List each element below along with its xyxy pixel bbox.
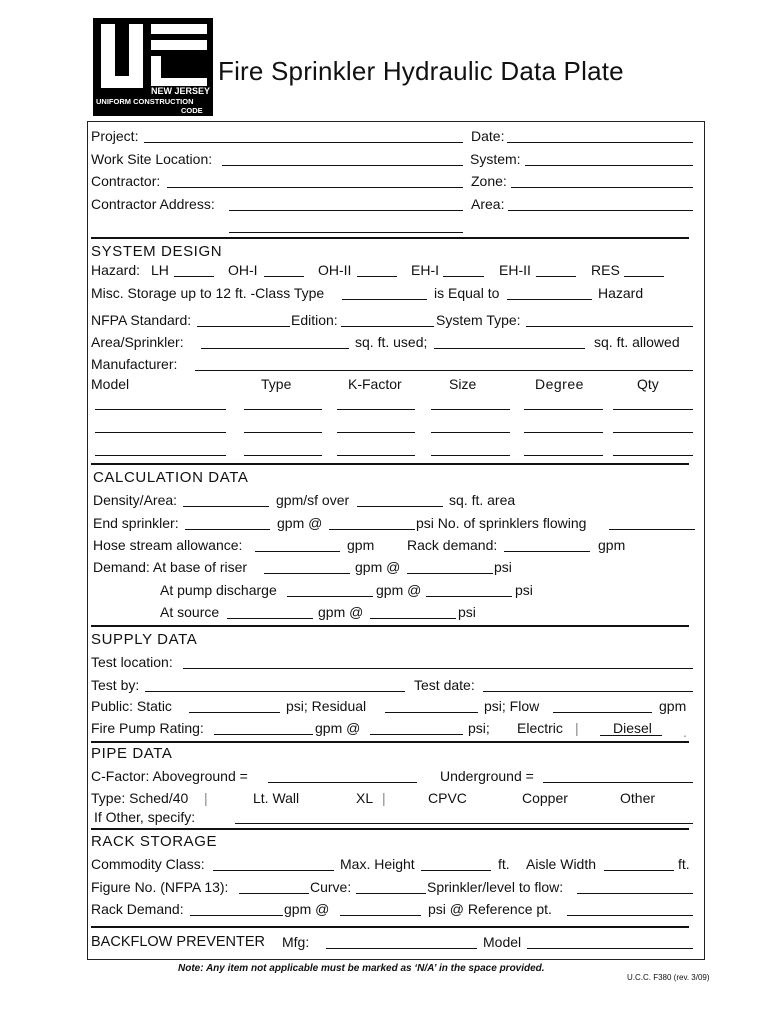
hazard-oh1-field[interactable]: [264, 276, 304, 277]
type-field[interactable]: [244, 409, 322, 410]
electric-label: Electric: [517, 720, 563, 736]
date-field[interactable]: [507, 142, 693, 143]
qty-field[interactable]: [613, 455, 693, 456]
lt-wall-label: Lt. Wall: [253, 790, 300, 806]
degree-field[interactable]: [524, 409, 603, 410]
area-field[interactable]: [508, 210, 693, 211]
test-by-field[interactable]: [145, 691, 405, 692]
sqft-used-label: sq. ft. used;: [355, 334, 428, 350]
footer-note: Note: Any item not applicable must be marked as ‘N/A’ in the space provided.: [178, 963, 545, 974]
col-model: Model: [91, 376, 130, 392]
gpm-sf-over-label: gpm/sf over: [276, 492, 350, 508]
backflow-mfg-label: Mfg:: [282, 934, 310, 950]
size-field[interactable]: [431, 432, 510, 433]
reference-pt-field[interactable]: [567, 915, 693, 916]
sprinkler-level-field[interactable]: [577, 893, 693, 894]
backflow-heading: BACKFLOW PREVENTER: [91, 934, 266, 950]
end-sprinkler-label: End sprinkler:: [93, 515, 179, 531]
flow-field[interactable]: [553, 712, 652, 713]
static-field[interactable]: [189, 712, 280, 713]
zone-field[interactable]: [511, 187, 693, 188]
flow-label: psi; Flow: [484, 698, 540, 714]
degree-field[interactable]: [524, 432, 603, 433]
source-gpm-field[interactable]: [227, 618, 313, 619]
diesel-label: Diesel: [613, 720, 652, 736]
project-field[interactable]: [144, 142, 463, 143]
backflow-model-label: Model: [483, 934, 522, 950]
qty-field[interactable]: [613, 432, 693, 433]
k-factor-field[interactable]: [337, 432, 415, 433]
flow-gpm-label: gpm: [659, 698, 687, 714]
is-equal-label: is Equal to: [434, 285, 500, 301]
system-type-field[interactable]: [526, 326, 693, 327]
fire-pump-label: Fire Pump Rating:: [91, 720, 204, 736]
curve-label: Curve:: [310, 879, 352, 895]
fire-pump-psi-field[interactable]: [370, 734, 463, 735]
curve-field[interactable]: [356, 893, 426, 894]
pump-discharge-gpm-field[interactable]: [287, 596, 373, 597]
fire-pump-gpm-at-label: gpm @: [315, 720, 361, 736]
col-degree: Degree: [535, 376, 584, 392]
system-type-label: System Type:: [436, 312, 521, 328]
nfpa-standard-field[interactable]: [197, 326, 290, 327]
rack-heading: RACK STORAGE: [91, 833, 218, 850]
sprinklers-flowing-field[interactable]: [609, 529, 695, 530]
diesel-checkbox[interactable]: .: [683, 724, 687, 740]
hazard-res-label: RES: [591, 262, 620, 278]
contractor-field[interactable]: [167, 187, 463, 188]
reference-pt-label: psi @ Reference pt.: [428, 901, 552, 917]
base-gpm-at-label: gpm @: [355, 559, 401, 575]
date-label: Date:: [471, 128, 505, 144]
commodity-label: Commodity Class:: [91, 856, 205, 872]
hazard-label: Hazard:: [91, 262, 141, 278]
source-gpm-at-label: gpm @: [318, 604, 364, 620]
aboveground-field[interactable]: [268, 782, 417, 783]
base-psi-label: psi: [494, 559, 512, 575]
rack-demand-gpm-field[interactable]: [190, 915, 283, 916]
logo-line-3: CODE: [181, 106, 203, 115]
if-other-field[interactable]: [235, 823, 693, 824]
col-type: Type: [261, 376, 292, 392]
figure-no-label: Figure No. (NFPA 13):: [91, 879, 229, 895]
contractor-label: Contractor:: [91, 173, 161, 189]
hazard-oh2-label: OH-II: [318, 262, 352, 278]
electric-checkbox[interactable]: |: [575, 720, 579, 736]
cpvc-label: CPVC: [428, 790, 467, 806]
c-factor-label: C-Factor: Aboveground =: [91, 768, 248, 784]
test-by-label: Test by:: [91, 677, 140, 693]
area-over-field[interactable]: [357, 506, 443, 507]
backflow-model-field[interactable]: [527, 948, 693, 949]
system-field[interactable]: [525, 165, 693, 166]
backflow-mfg-field[interactable]: [326, 948, 477, 949]
pump-psi-label: psi: [515, 582, 533, 598]
test-date-label: Test date:: [414, 677, 475, 693]
model-field[interactable]: [95, 432, 226, 433]
area-label: Area:: [471, 196, 505, 212]
pipe-type-label: Type: Sched/40: [91, 790, 189, 806]
psi-no-sprinklers-label: psi No. of sprinklers flowing: [416, 515, 587, 531]
contractor-address-field[interactable]: [229, 210, 463, 211]
type-field[interactable]: [244, 455, 322, 456]
public-static-label: Public: Static: [91, 698, 172, 714]
source-psi-field[interactable]: [370, 618, 456, 619]
hose-stream-label: Hose stream allowance:: [93, 537, 243, 553]
sched40-checkbox[interactable]: |: [204, 790, 208, 806]
aisle-ft-label: ft.: [678, 856, 690, 872]
xl-label: XL: [356, 790, 374, 806]
sqft-allowed-field[interactable]: [434, 348, 585, 349]
residual-field[interactable]: [385, 712, 478, 713]
sqft-allowed-label: sq. ft. allowed: [594, 334, 680, 350]
rack-demand-label: Rack demand:: [407, 537, 498, 553]
aisle-width-label: Aisle Width: [526, 856, 597, 872]
rack-demand-psi-field[interactable]: [340, 915, 421, 916]
nfpa-standard-label: NFPA Standard:: [91, 312, 192, 328]
test-location-label: Test location:: [91, 654, 173, 670]
test-location-field[interactable]: [183, 668, 693, 669]
col-size: Size: [449, 376, 477, 392]
fire-pump-gpm-field[interactable]: [214, 734, 313, 735]
copper-label: Copper: [522, 790, 568, 806]
qty-field[interactable]: [613, 409, 693, 410]
rack-demand-field[interactable]: [504, 551, 590, 552]
misc-storage-label: Misc. Storage up to 12 ft. -Class Type: [91, 285, 325, 301]
misc-class-field[interactable]: [342, 299, 427, 300]
form-number: U.C.C. F380 (rev. 3/09): [627, 973, 710, 982]
ucc-logo: [93, 18, 213, 116]
hazard-eh2-label: EH-II: [499, 262, 531, 278]
end-gpm-at-label: gpm @: [277, 515, 323, 531]
commodity-field[interactable]: [213, 870, 334, 871]
edition-label: Edition:: [291, 312, 338, 328]
hazard-eh1-field[interactable]: [443, 276, 484, 277]
project-label: Project:: [91, 128, 139, 144]
demand-base-psi-field[interactable]: [407, 573, 493, 574]
col-qty: Qty: [637, 376, 659, 392]
contractor-address-field-2[interactable]: [229, 232, 463, 233]
rack-gpm-at-label: gpm @: [284, 901, 330, 917]
section-divider: [91, 828, 689, 830]
system-label: System:: [470, 151, 521, 167]
section-divider: [91, 625, 689, 627]
page-title: Fire Sprinkler Hydraulic Data Plate: [218, 56, 624, 86]
underground-label: Underground =: [440, 768, 534, 784]
source-psi-label: psi: [458, 604, 476, 620]
work-site-label: Work Site Location:: [91, 151, 213, 167]
hose-stream-field[interactable]: [255, 551, 340, 552]
zone-label: Zone:: [471, 173, 507, 189]
misc-equal-field[interactable]: [507, 299, 592, 300]
model-field[interactable]: [95, 455, 226, 456]
max-height-field[interactable]: [421, 870, 491, 871]
type-field[interactable]: [244, 432, 322, 433]
hazard-eh2-field[interactable]: [536, 276, 576, 277]
end-sprinkler-gpm-field[interactable]: [185, 529, 270, 530]
source-label: At source: [160, 604, 220, 620]
sqft-used-field[interactable]: [201, 348, 349, 349]
demand-base-label: Demand: At base of riser: [93, 559, 248, 575]
col-k-factor: K-Factor: [348, 376, 402, 392]
fire-pump-psi-label: psi;: [468, 720, 490, 736]
sprinkler-level-label: Sprinkler/level to flow:: [427, 879, 564, 895]
calculation-heading: CALCULATION DATA: [93, 469, 249, 486]
supply-heading: SUPPLY DATA: [91, 631, 198, 648]
area-sprinkler-label: Area/Sprinkler:: [91, 334, 184, 350]
max-height-label: Max. Height: [340, 856, 415, 872]
figure-no-field[interactable]: [239, 893, 309, 894]
demand-base-gpm-field[interactable]: [264, 573, 350, 574]
section-divider: [91, 237, 689, 239]
diesel-underline: [600, 735, 662, 736]
pump-gpm-at-label: gpm @: [376, 582, 422, 598]
system-design-heading: SYSTEM DESIGN: [91, 243, 223, 260]
other-label: Other: [620, 790, 656, 806]
logo-line-1: NEW JERSEY: [151, 86, 211, 96]
pump-discharge-label: At pump discharge: [160, 582, 277, 598]
pipe-heading: PIPE DATA: [91, 745, 173, 762]
degree-field[interactable]: [524, 455, 603, 456]
k-factor-field[interactable]: [337, 409, 415, 410]
size-field[interactable]: [431, 455, 510, 456]
manufacturer-label: Manufacturer:: [91, 356, 178, 372]
end-sprinkler-psi-field[interactable]: [329, 529, 415, 530]
size-field[interactable]: [431, 409, 510, 410]
hazard-lh-field[interactable]: [174, 276, 214, 277]
if-other-label: If Other, specify:: [94, 809, 196, 825]
hazard-res-field[interactable]: [624, 276, 664, 277]
test-date-field[interactable]: [483, 691, 693, 692]
density-label: Density/Area:: [93, 492, 178, 508]
hazard-eh1-label: EH-I: [411, 262, 439, 278]
section-divider: [91, 741, 689, 743]
rack-demand-label-2: Rack Demand:: [91, 901, 184, 917]
hazard-oh1-label: OH-I: [228, 262, 258, 278]
logo-line-2: UNIFORM CONSTRUCTION: [96, 97, 194, 106]
pump-discharge-psi-field[interactable]: [426, 596, 512, 597]
xl-checkbox[interactable]: |: [382, 790, 386, 806]
hose-gpm-label: gpm: [347, 537, 375, 553]
work-site-field[interactable]: [222, 165, 463, 166]
underground-field[interactable]: [543, 782, 693, 783]
residual-label: psi; Residual: [286, 698, 367, 714]
rack-gpm-label: gpm: [598, 537, 626, 553]
k-factor-field[interactable]: [337, 455, 415, 456]
hazard-lh-label: LH: [151, 262, 169, 278]
manufacturer-field[interactable]: [195, 370, 693, 371]
max-height-ft-label: ft.: [498, 856, 510, 872]
aisle-width-field[interactable]: [604, 870, 674, 871]
section-divider: [91, 926, 689, 928]
density-field[interactable]: [183, 506, 269, 507]
contractor-address-label: Contractor Address:: [91, 196, 215, 212]
section-divider: [91, 463, 689, 465]
model-field[interactable]: [95, 409, 226, 410]
sqft-area-label: sq. ft. area: [449, 492, 516, 508]
hazard-oh2-field[interactable]: [357, 276, 397, 277]
hazard-suffix-label: Hazard: [598, 285, 644, 301]
edition-field[interactable]: [341, 326, 434, 327]
